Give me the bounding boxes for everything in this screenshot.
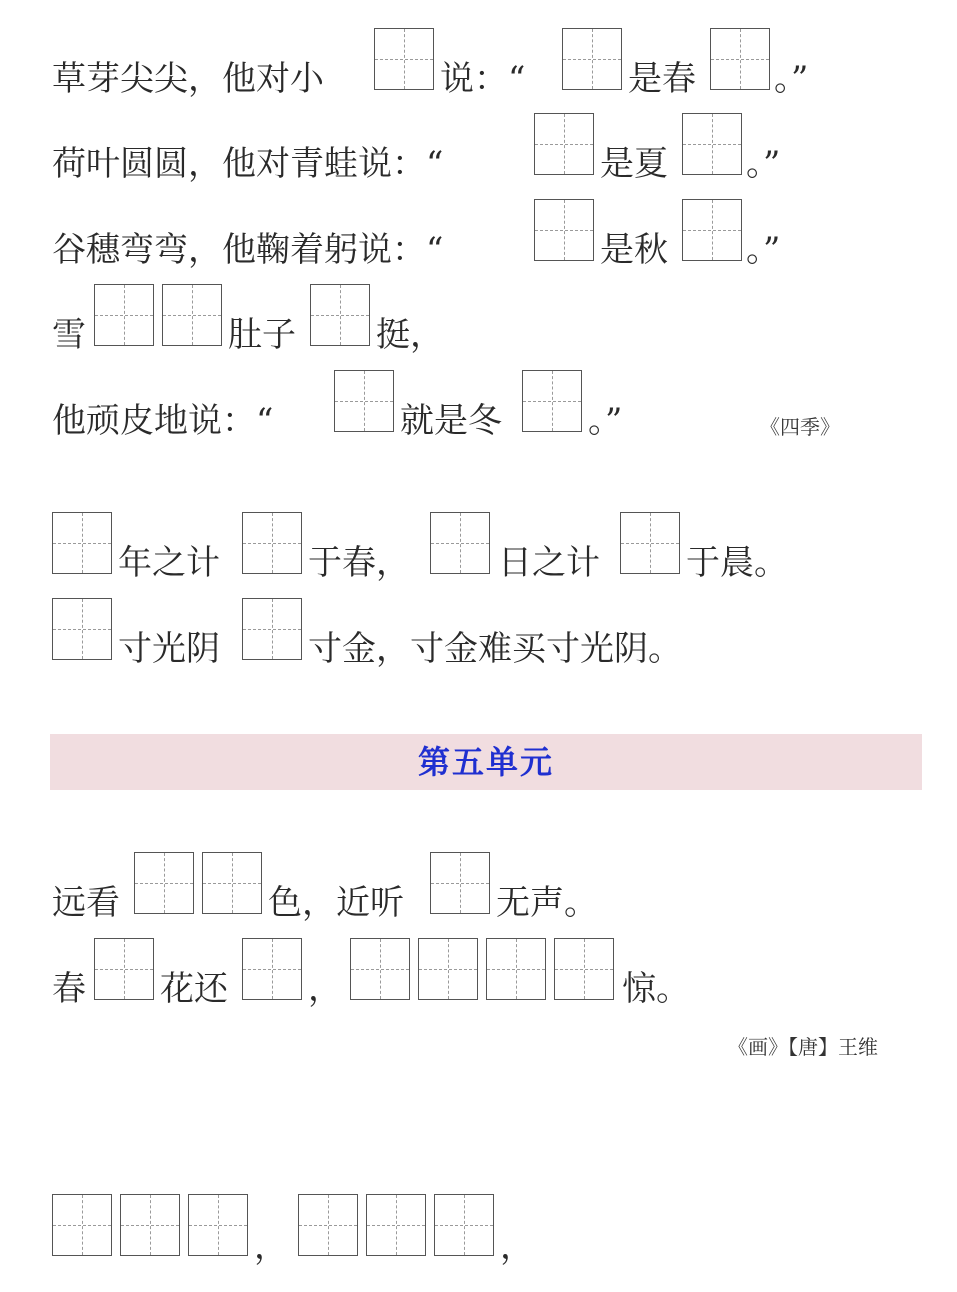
blank-char-box[interactable] bbox=[202, 852, 262, 914]
poem-text: 肚子 bbox=[228, 315, 296, 355]
blank-char-box[interactable] bbox=[534, 199, 594, 261]
blank-char-box[interactable] bbox=[52, 512, 112, 574]
blank-char-box[interactable] bbox=[620, 512, 680, 574]
poem-text: 是夏 bbox=[600, 144, 668, 184]
poem-text: 花还 bbox=[160, 969, 228, 1009]
blank-char-box[interactable] bbox=[554, 938, 614, 1000]
poem-text: ， bbox=[308, 969, 342, 1009]
proverb-text: 年之计 bbox=[118, 543, 220, 583]
poem-text: 。” bbox=[746, 230, 781, 270]
proverb-text: 寸金，寸金难买寸光阴。 bbox=[308, 629, 682, 669]
unit-title: 第五单元 bbox=[417, 743, 554, 781]
proverb-text: 日之计 bbox=[498, 543, 600, 583]
poem-text: 。” bbox=[588, 401, 623, 441]
poem-text: 谷穗弯弯，他鞠着躬说：“ bbox=[52, 230, 444, 270]
poem-text: 。” bbox=[774, 59, 809, 99]
blank-char-box[interactable] bbox=[334, 370, 394, 432]
blank-char-box[interactable] bbox=[188, 1194, 248, 1256]
blank-char-box[interactable] bbox=[52, 598, 112, 660]
poem-text: 雪 bbox=[52, 315, 86, 355]
blank-char-box[interactable] bbox=[242, 512, 302, 574]
poem-text: 。” bbox=[746, 144, 781, 184]
proverb-text: 寸光阴 bbox=[118, 629, 220, 669]
poem-text: 是春 bbox=[628, 59, 696, 99]
punctuation-comma: ， bbox=[254, 1227, 288, 1267]
blank-char-box[interactable] bbox=[710, 28, 770, 90]
blank-char-box[interactable] bbox=[434, 1194, 494, 1256]
poem-text: 色，近听 bbox=[268, 883, 404, 923]
blank-char-box[interactable] bbox=[486, 938, 546, 1000]
punctuation-comma: ， bbox=[500, 1227, 534, 1267]
blank-char-box[interactable] bbox=[52, 1194, 112, 1256]
poem-text: 他顽皮地说：“ bbox=[52, 401, 274, 441]
poem-text: 春 bbox=[52, 969, 86, 1009]
blank-char-box[interactable] bbox=[94, 938, 154, 1000]
blank-char-box[interactable] bbox=[430, 512, 490, 574]
blank-char-box[interactable] bbox=[418, 938, 478, 1000]
blank-char-box[interactable] bbox=[682, 113, 742, 175]
blank-char-box[interactable] bbox=[682, 199, 742, 261]
poem-text: 远看 bbox=[52, 883, 120, 923]
blank-char-box[interactable] bbox=[522, 370, 582, 432]
blank-char-box[interactable] bbox=[534, 113, 594, 175]
blank-char-box[interactable] bbox=[134, 852, 194, 914]
blank-char-box[interactable] bbox=[242, 938, 302, 1000]
blank-char-box[interactable] bbox=[366, 1194, 426, 1256]
blank-char-box[interactable] bbox=[310, 284, 370, 346]
blank-char-box[interactable] bbox=[120, 1194, 180, 1256]
poem-text: 说：“ bbox=[440, 59, 526, 99]
blank-char-box[interactable] bbox=[374, 28, 434, 90]
poem-text: 是秋 bbox=[600, 230, 668, 270]
poem-text: 惊。 bbox=[622, 969, 690, 1009]
blank-char-box[interactable] bbox=[242, 598, 302, 660]
poem-text: 就是冬 bbox=[400, 401, 502, 441]
poem-source: 《画》【唐】王维 bbox=[728, 1035, 878, 1059]
poem-text: 无声。 bbox=[496, 883, 598, 923]
blank-char-box[interactable] bbox=[94, 284, 154, 346]
poem-source: 《四季》 bbox=[760, 415, 840, 439]
proverb-text: 于春， bbox=[308, 543, 410, 583]
blank-char-box[interactable] bbox=[350, 938, 410, 1000]
poem-text: 草芽尖尖，他对小 bbox=[52, 59, 324, 99]
blank-char-box[interactable] bbox=[298, 1194, 358, 1256]
proverb-text: 于晨。 bbox=[686, 543, 788, 583]
blank-char-box[interactable] bbox=[562, 28, 622, 90]
poem-text: 荷叶圆圆，他对青蛙说：“ bbox=[52, 144, 444, 184]
blank-char-box[interactable] bbox=[162, 284, 222, 346]
blank-char-box[interactable] bbox=[430, 852, 490, 914]
poem-text: 挺， bbox=[376, 315, 444, 355]
unit-banner bbox=[50, 734, 922, 790]
